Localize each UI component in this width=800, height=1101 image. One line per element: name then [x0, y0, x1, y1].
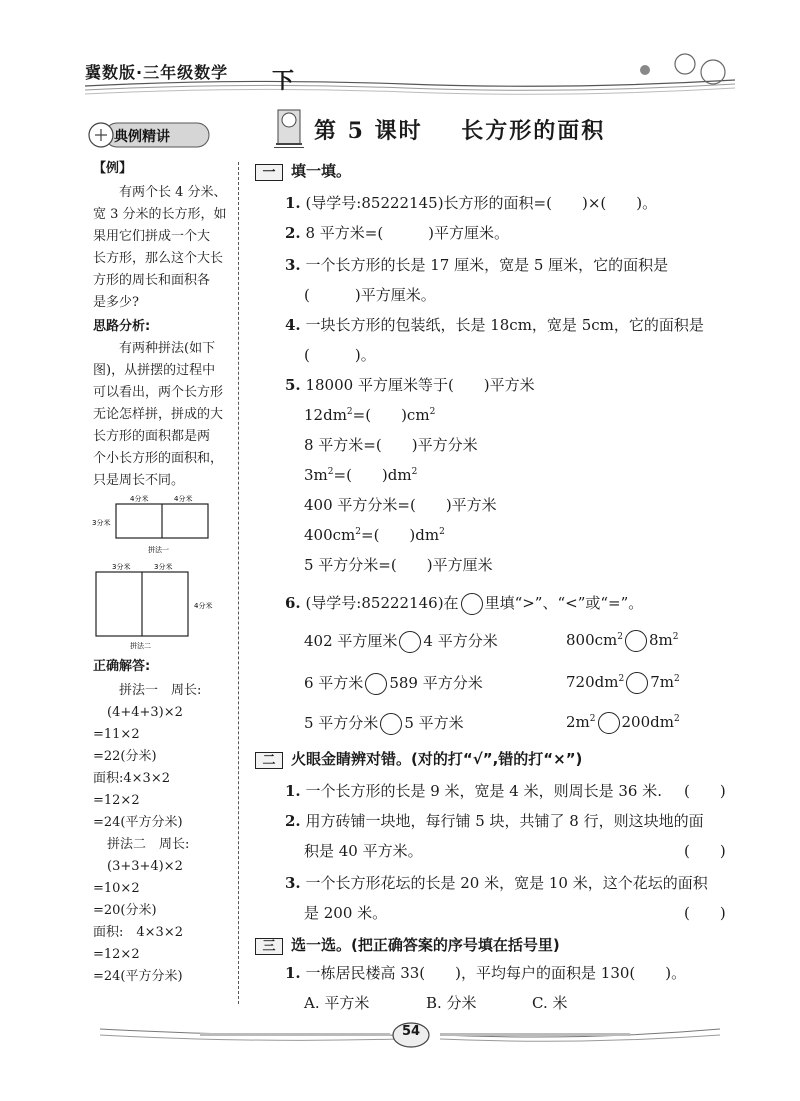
question-1-5c: 8 平方米=( )平方分米	[304, 436, 478, 454]
section-title: 填一填。	[291, 162, 352, 180]
compare-circle-icon	[461, 593, 483, 615]
analysis-line: 长方形的面积都是两	[93, 429, 211, 444]
judge-paren-1[interactable]: ( )	[684, 782, 726, 800]
fig2-top-label-b: 3分米	[154, 563, 173, 571]
fig1-side-label: 3分米	[92, 519, 111, 527]
judge-paren-2[interactable]: ( )	[684, 842, 726, 860]
question-1-3: 3. 一个长方形的长是 17 厘米，宽是 5 厘米，它的面积是	[285, 256, 669, 274]
fig2-side-label: 4分米	[194, 602, 213, 610]
example-line: 果用它们拼成一个大	[93, 229, 211, 244]
figure-arrangement-1	[92, 492, 232, 556]
answer-line: =20(分米)	[93, 903, 157, 918]
answer-title: 正确解答:	[93, 659, 151, 674]
answer-circle[interactable]	[399, 631, 421, 653]
judge-paren-3[interactable]: ( )	[684, 904, 726, 922]
question-1-1: 1. (导学号:85222145)长方形的面积=( )×( )。	[285, 194, 658, 212]
question-1-5f: $400cm^2=$( )$dm^2$	[304, 526, 445, 544]
analysis-title: 思路分析:	[93, 319, 151, 334]
answer-line: =22(分米)	[93, 749, 157, 764]
question-2-3: 3. 一个长方形花坛的长是 20 米，宽是 10 米，这个花坛的面积	[285, 874, 708, 892]
question-2-2-cont: 积是 40 平方米。	[304, 842, 423, 860]
example-line: 宽 3 分米的长方形，如	[93, 207, 227, 222]
answer-text	[93, 680, 233, 988]
analysis-line: 个小长方形的面积和，	[93, 451, 224, 466]
answer-circle[interactable]	[626, 672, 648, 694]
option-c: C. 米	[532, 994, 568, 1012]
answer-line: 拼法二 周长:	[107, 837, 190, 852]
question-1-6: 6. (导学号:85222146)在 里填“>”、“<”或“=”。	[285, 592, 643, 615]
figure-arrangement-2	[92, 562, 232, 650]
answer-line: (4+4+3)×2	[107, 705, 183, 720]
answer-line: =11×2	[93, 727, 140, 742]
column-divider	[238, 162, 239, 1004]
analysis-line: 有两种拼法(如下	[119, 341, 216, 356]
fig2-caption: 拼法二	[130, 642, 151, 650]
question-1-5b: $12dm^2=$( )$cm^2$	[304, 406, 436, 424]
page-number: 54	[401, 1024, 421, 1039]
answer-line: 面积: 4×3×2	[93, 925, 183, 940]
header-label: 冀数版·三年级数学	[85, 63, 229, 82]
compare-6: $2m^2$ $200dm^2$	[566, 712, 680, 734]
answer-line: =12×2	[93, 947, 140, 962]
answer-line: 面积:4×3×2	[93, 771, 170, 786]
compare-2: $800cm^2$ $8m^2$	[566, 630, 679, 652]
answer-line: =10×2	[93, 881, 140, 896]
answer-circle[interactable]	[598, 712, 620, 734]
section-1-heading	[255, 160, 351, 181]
question-1-5: 5. 18000 平方厘米等于( )平方米	[285, 376, 535, 394]
example-line: 方形的周长和面积各	[93, 273, 211, 288]
question-2-1: 1. 一个长方形的长是 9 米，宽是 4 米，则周长是 36 米.	[285, 782, 663, 800]
option-a: A. 平方米	[304, 994, 370, 1012]
section-index: 一	[255, 164, 283, 181]
question-2-2: 2. 用方砖铺一块地，每行铺 5 块，共铺了 8 行，则这块地的面	[285, 812, 704, 830]
option-b: B. 分米	[426, 994, 477, 1012]
question-1-5d: $3m^2=$( )$dm^2$	[304, 466, 418, 484]
volume-label: 下	[272, 69, 295, 94]
section-title: 选一选。(把正确答案的序号填在括号里)	[291, 936, 560, 954]
answer-line: 拼法一 周长:	[119, 683, 202, 698]
section-3-heading	[255, 934, 560, 955]
analysis-line: 无论怎样拼，拼成的大	[93, 407, 224, 422]
compare-5: 5 平方分米 5 平方米	[304, 712, 464, 735]
question-1-3-cont: ( )平方厘米。	[304, 286, 436, 304]
question-1-5e: 400 平方分米=( )平方米	[304, 496, 497, 514]
question-1-2: 2. 8 平方米=( )平方厘米。	[285, 224, 510, 242]
analysis-line: 只是周长不同。	[93, 473, 185, 488]
question-1-4: 4. 一块长方形的包装纸，长是 18cm，宽是 5cm，它的面积是	[285, 316, 704, 334]
example-text	[93, 182, 233, 314]
analysis-text	[93, 338, 233, 492]
question-2-3-cont: 是 200 米。	[304, 904, 388, 922]
lesson-title: 第 5 课时 长方形的面积	[314, 118, 606, 144]
section-title: 火眼金睛辨对错。(对的打“√”,错的打“×”)	[291, 750, 583, 768]
analysis-line: 图)，从拼摆的过程中	[93, 363, 216, 378]
example-line: 长方形，那么这个大长	[93, 251, 224, 266]
answer-circle[interactable]	[625, 630, 647, 652]
badge-text: 典例精讲	[114, 129, 170, 145]
example-tag: 【例】	[93, 161, 133, 176]
section-2-heading	[255, 748, 582, 769]
compare-3: 6 平方米 589 平方分米	[304, 672, 483, 695]
question-1-4-cont: ( )。	[304, 346, 376, 364]
answer-line: =24(平方分米)	[93, 969, 183, 984]
clock-tower-icon	[272, 104, 306, 148]
section-index: 三	[255, 938, 283, 955]
answer-circle[interactable]	[380, 713, 402, 735]
analysis-line: 可以看出，两个长方形	[93, 385, 224, 400]
answer-line: (3+3+4)×2	[107, 859, 183, 874]
answer-line: =24(平方分米)	[93, 815, 183, 830]
section-index: 二	[255, 752, 283, 769]
answer-circle[interactable]	[365, 673, 387, 695]
question-3-1: 1. 一栋居民楼高 33( )，平均每户的面积是 130( )。	[285, 964, 687, 982]
fig1-top-label-a: 4分米	[130, 495, 149, 503]
question-1-5g: 5 平方分米=( )平方厘米	[304, 556, 493, 574]
answer-line: =12×2	[93, 793, 140, 808]
compare-4: $720dm^2$ $7m^2$	[566, 672, 680, 694]
fig1-caption: 拼法一	[148, 546, 169, 554]
example-line: 是多少?	[93, 295, 139, 310]
compare-1: 402 平方厘米 4 平方分米	[304, 630, 498, 653]
fig1-top-label-b: 4分米	[174, 495, 193, 503]
example-line: 有两个长 4 分米、	[119, 185, 227, 200]
fig2-top-label-a: 3分米	[112, 563, 131, 571]
